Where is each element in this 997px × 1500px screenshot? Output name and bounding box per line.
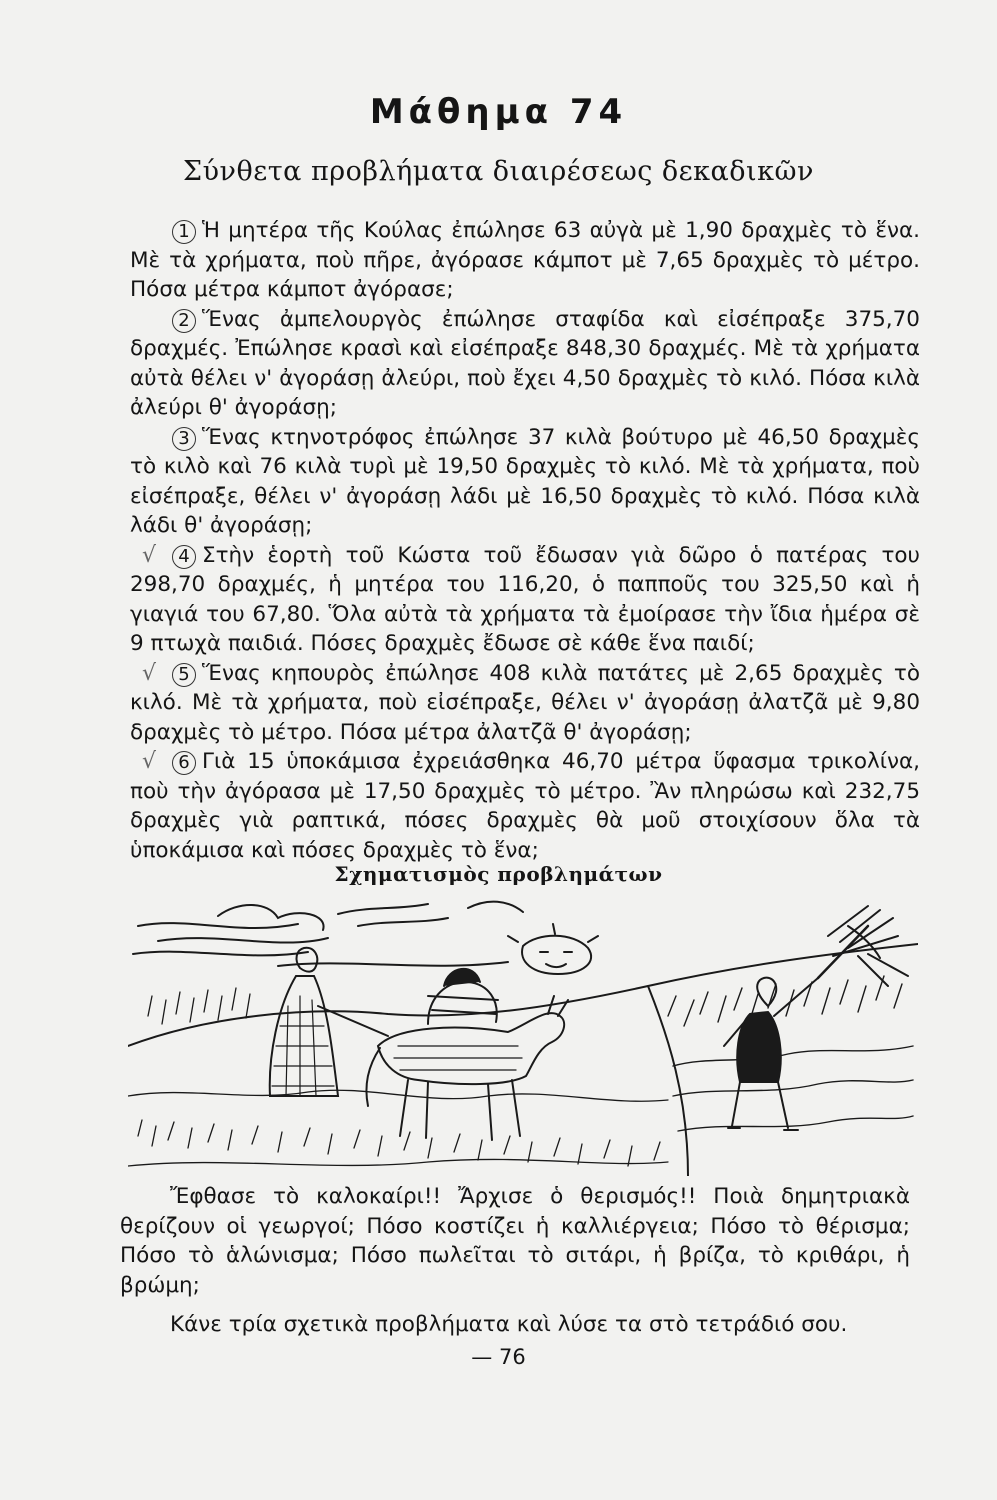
problem-4 [130,541,920,659]
closing-paragraph-1: Ἔφθασε τὸ καλοκαίρι!! Ἄρχισε ὁ θερισμός!! Ποιὰ δημητριακὰ θερίζουν οἱ γεωργοί; Πόσο κοστίζει ἡ καλλιέργεια; Πόσο τὸ θέρισμα; Πόσο τὸ ἁλώνισμα; Πόσο πωλεῖται τὸ σιτάρι, ἡ βρίζα, τὸ κριθάρι, ἡ βρώμη; [120,1184,910,1298]
check-mark: √ [142,749,157,774]
problem-number: 1 [172,220,196,244]
problem-2 [130,305,920,423]
problem-number: 3 [172,427,196,451]
closing-text [120,1182,910,1340]
problem-number: 5 [172,663,196,687]
problem-3 [130,423,920,541]
check-mark: √ [142,660,157,686]
problem-text: Ἕνας ἀμπελουργὸς ἐπώλησε σταφίδα καὶ εἰσέπραξε 375,70 δραχμές. Ἐπώλησε κρασὶ καὶ εἰσέπραξε 848,30 δραχμές. Μὲ τὰ χρήματα αὐτὰ θέλει ν' ἀγοράσῃ ἀλεύρι, ποὺ ἔχει 4,50 δραχμὲς τὸ κιλό. Πόσα κιλὰ ἀλεύρι θ' ἀγοράσῃ; [130,306,920,420]
problem-number: 6 [172,751,196,775]
lesson-subtitle: Σύνθετα προβλήματα διαιρέσεως δεκαδικῶν [183,156,814,187]
lesson-title: Μάθημα 74 [369,92,628,132]
problem-text: Γιὰ 15 ὑποκάμισα ἐχρειάσθηκα 46,70 μέτρα ὕφασμα τρικολίνα, ποὺ τὴν ἀγόρασα μὲ 17,50 δραχμὲς τὸ μέτρο. Ἂν πληρώσω καὶ 232,75 δραχμὲς γιὰ ραπτικά, πόσες δραχμὲς θὰ μοῦ στοιχίσουν ὅλα τὰ ὑποκάμισα καὶ πόσες δραχμὲς τὸ ἕνα; [130,749,920,863]
problem-text: Ἕνας κτηνοτρόφος ἐπώλησε 37 κιλὰ βούτυρο μὲ 46,50 δραχμὲς τὸ κιλὸ καὶ 76 κιλὰ τυρὶ μὲ 19,50 δραχμὲς τὸ κιλό. Μὲ τὰ χρήματα, ποὺ εἰσέπραξε, θέλει ν' ἀγοράσῃ λάδι μὲ 16,50 δραχμὲς τὸ κιλό. Πόσα κιλὰ λάδι θ' ἀγοράσῃ; [130,424,920,538]
problem-6 [130,747,920,865]
page-number: — 76 [471,1345,526,1369]
section-heading: Σχηματισμὸς προβλημάτων [334,862,663,886]
problem-text: Ἡ μητέρα τῆς Κούλας ἐπώλησε 63 αὐγὰ μὲ 1,90 δραχμὲς τὸ ἕνα. Μὲ τὰ χρήματα, ποὺ πῆρε, ἀγόρασε κάμποτ μὲ 7,65 δραχμὲς τὸ μέτρο. Πόσα μέτρα κάμποτ ἀγόρασε; [130,218,920,302]
closing-paragraph-2: Κάνε τρία σχετικὰ προβλήματα καὶ λύσε τα στὸ τετράδιό σου. [170,1312,848,1337]
problem-number: 4 [172,545,196,569]
check-mark: √ [142,542,157,568]
problem-number: 2 [172,309,196,333]
problem-5 [130,659,920,748]
problem-list [130,216,920,865]
problem-text: Ἕνας κηπουρὸς ἐπώλησε 408 κιλὰ πατάτες μὲ 2,65 δραχμὲς τὸ κιλό. Μὲ τὰ χρήματα, ποὺ εἰσέπραξε, θέλει ν' ἀγοράσῃ ἀλατζᾶ μὲ 9,80 δραχμὲς τὸ μέτρο. Πόσα μέτρα ἀλατζᾶ θ' ἀγοράσῃ; [130,660,920,745]
harvest-illustration [128,896,918,1176]
problem-1 [130,216,920,305]
problem-text: Στὴν ἑορτὴ τοῦ Κώστα τοῦ ἔδωσαν γιὰ δῶρο ὁ πατέρας του 298,70 δραχμές, ἡ μητέρα του 116,20, ὁ παπποῦς του 325,50 καὶ ἡ γιαγιά του 67,80. Ὅλα αὐτὰ τὰ χρήματα τὰ ἐμοίρασε τὴν ἴδια ἡμέρα σὲ 9 πτωχὰ παιδιά. Πόσες δραχμὲς ἔδωσε σὲ κάθε ἕνα παιδί; [130,542,920,656]
